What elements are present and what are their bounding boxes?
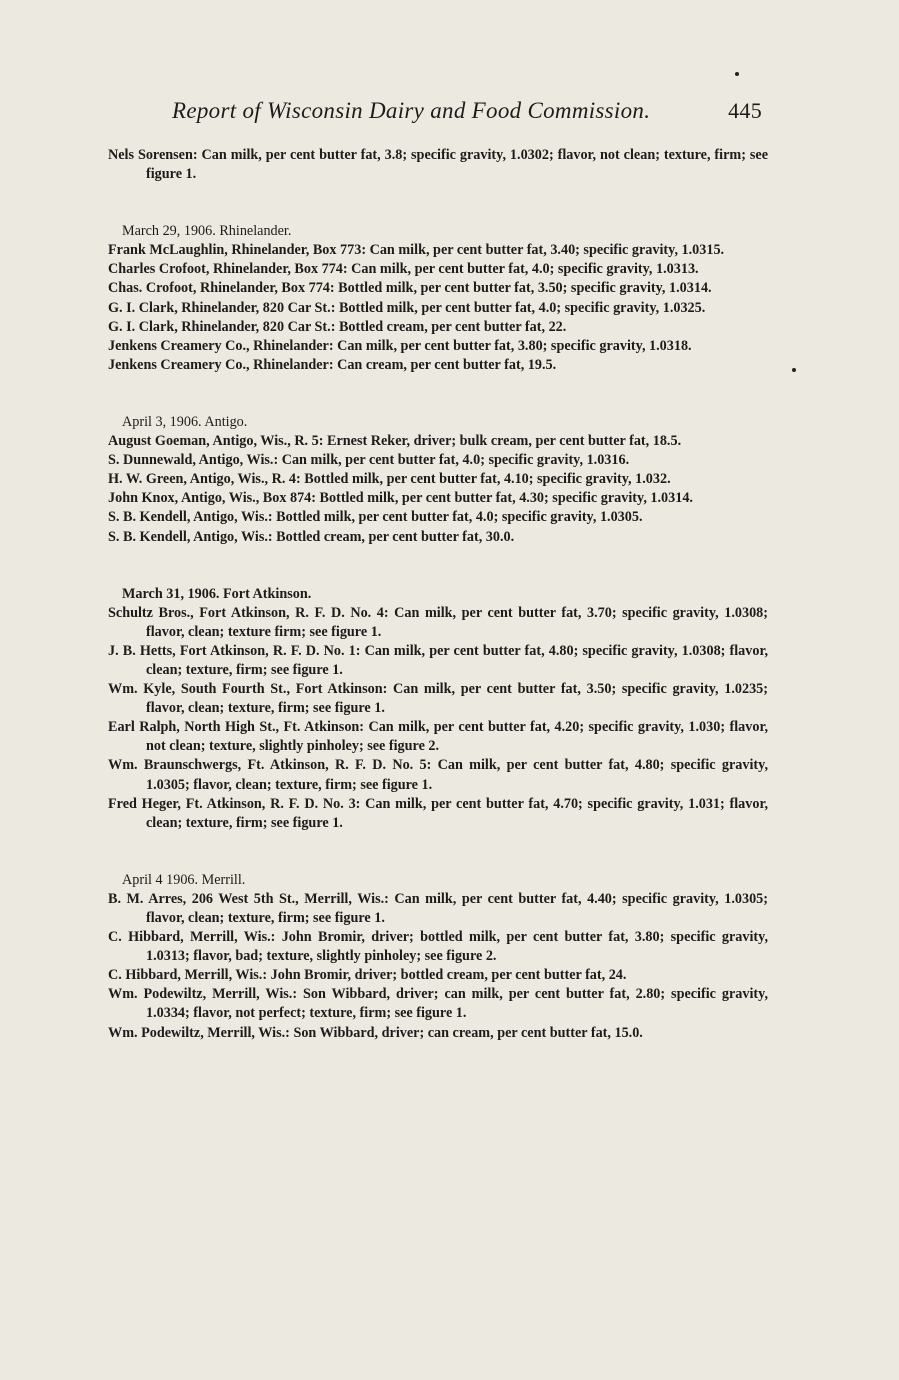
entry: J. B. Hetts, Fort Atkinson, R. F. D. No. 1: Can milk, per cent butter fat, 4.80; specific gravity, 1.0308; flavor, clean; texture, firm; see figure 1.: [108, 642, 768, 678]
entry: S. Dunnewald, Antigo, Wis.: Can milk, per cent butter fat, 4.0; specific gravity, 1.0316.: [108, 452, 630, 469]
section-merrill: [108, 871, 768, 1043]
entry: C. Hibbard, Merrill, Wis.: John Bromir, driver; bottled cream, per cent butter fat, 24.: [108, 967, 627, 984]
entry: Fred Heger, Ft. Atkinson, R. F. D. No. 3: Can milk, per cent butter fat, 4.70; specific gravity, 1.031; flavor, clean; texture, firm; see figure 1.: [108, 795, 768, 831]
entry: H. W. Green, Antigo, Wis., R. 4: Bottled milk, per cent butter fat, 4.10; specific gravity, 1.032.: [108, 471, 671, 488]
entry: Wm. Braunschwergs, Ft. Atkinson, R. F. D. No. 5: Can milk, per cent butter fat, 4.80; specific gravity, 1.0305; flavor, clean; texture, firm; see figure 1.: [108, 757, 768, 793]
entry: Frank McLaughlin, Rhinelander, Box 773: Can milk, per cent butter fat, 3.40; specific gravity, 1.0315.: [108, 242, 725, 259]
entry: Nels Sorensen: Can milk, per cent butter fat, 3.8; specific gravity, 1.0302; flavor, not clean; texture, firm; see figure 1.: [108, 147, 768, 183]
entry: Wm. Podewiltz, Merrill, Wis.: Son Wibbard, driver; can cream, per cent butter fat, 15.0.: [108, 1024, 643, 1041]
section-heading: March 31, 1906. Fort Atkinson.: [122, 585, 312, 602]
entry: Wm. Kyle, South Fourth St., Fort Atkinson: Can milk, per cent butter fat, 3.50; specific gravity, 1.0235; flavor, clean; texture, firm; see figure 1.: [108, 681, 768, 717]
entry: C. Hibbard, Merrill, Wis.: John Bromir, driver; bottled milk, per cent butter fat, 3.80; specific gravity, 1.0313; flavor, bad; texture, slightly pinholey; see figure 2.: [108, 929, 768, 965]
section-heading: April 4 1906. Merrill.: [122, 871, 246, 888]
entry: G. I. Clark, Rhinelander, 820 Car St.: Bottled cream, per cent butter fat, 22.: [108, 318, 567, 335]
entry: G. I. Clark, Rhinelander, 820 Car St.: Bottled milk, per cent butter fat, 4.0; specific gravity, 1.0325.: [108, 299, 706, 316]
running-title: Report of Wisconsin Dairy and Food Commission.: [172, 98, 651, 123]
print-speck: [735, 72, 739, 76]
section-heading: March 29, 1906. Rhinelander.: [122, 223, 292, 240]
entry: August Goeman, Antigo, Wis., R. 5: Ernest Reker, driver; bulk cream, per cent butter fat, 18.5.: [108, 433, 682, 450]
entry: Earl Ralph, North High St., Ft. Atkinson: Can milk, per cent butter fat, 4.20; specific gravity, 1.030; flavor, not clean; texture, slightly pinholey; see figure 2.: [108, 719, 768, 755]
print-speck: [792, 368, 796, 372]
entry: Jenkens Creamery Co., Rhinelander: Can milk, per cent butter fat, 3.80; specific gravity, 1.0318.: [108, 337, 692, 354]
entry: Wm. Podewiltz, Merrill, Wis.: Son Wibbard, driver; can milk, per cent butter fat, 2.80; specific gravity, 1.0334; flavor, not perfect; texture, firm; see figure 1.: [108, 986, 768, 1022]
entry: John Knox, Antigo, Wis., Box 874: Bottled milk, per cent butter fat, 4.30; specific gravity, 1.0314.: [108, 490, 693, 507]
entry: B. M. Arres, 206 West 5th St., Merrill, Wis.: Can milk, per cent butter fat, 4.40; specific gravity, 1.0305; flavor, clean; texture, firm; see figure 1.: [108, 890, 768, 926]
section-heading: April 3, 1906. Antigo.: [122, 413, 248, 430]
entry: Chas. Crofoot, Rhinelander, Box 774: Bottled milk, per cent butter fat, 3.50; specific gravity, 1.0314.: [108, 280, 712, 297]
entry: S. B. Kendell, Antigo, Wis.: Bottled milk, per cent butter fat, 4.0; specific gravity, 1.0305.: [108, 509, 643, 526]
document-body: [108, 146, 768, 1081]
page-header: [172, 98, 762, 124]
section-rhinelander: [108, 222, 768, 375]
page-number: 445: [728, 98, 762, 123]
entry: Schultz Bros., Fort Atkinson, R. F. D. No. 4: Can milk, per cent butter fat, 3.70; specific gravity, 1.0308; flavor, clean; texture firm; see figure 1.: [108, 604, 768, 640]
section-fort-atkinson: [108, 585, 768, 833]
entry: Charles Crofoot, Rhinelander, Box 774: Can milk, per cent butter fat, 4.0; specific gravity, 1.0313.: [108, 261, 699, 278]
entry: Jenkens Creamery Co., Rhinelander: Can cream, per cent butter fat, 19.5.: [108, 356, 557, 373]
section-opening: [108, 146, 768, 184]
section-antigo: [108, 413, 768, 547]
entry: S. B. Kendell, Antigo, Wis.: Bottled cream, per cent butter fat, 30.0.: [108, 528, 515, 545]
